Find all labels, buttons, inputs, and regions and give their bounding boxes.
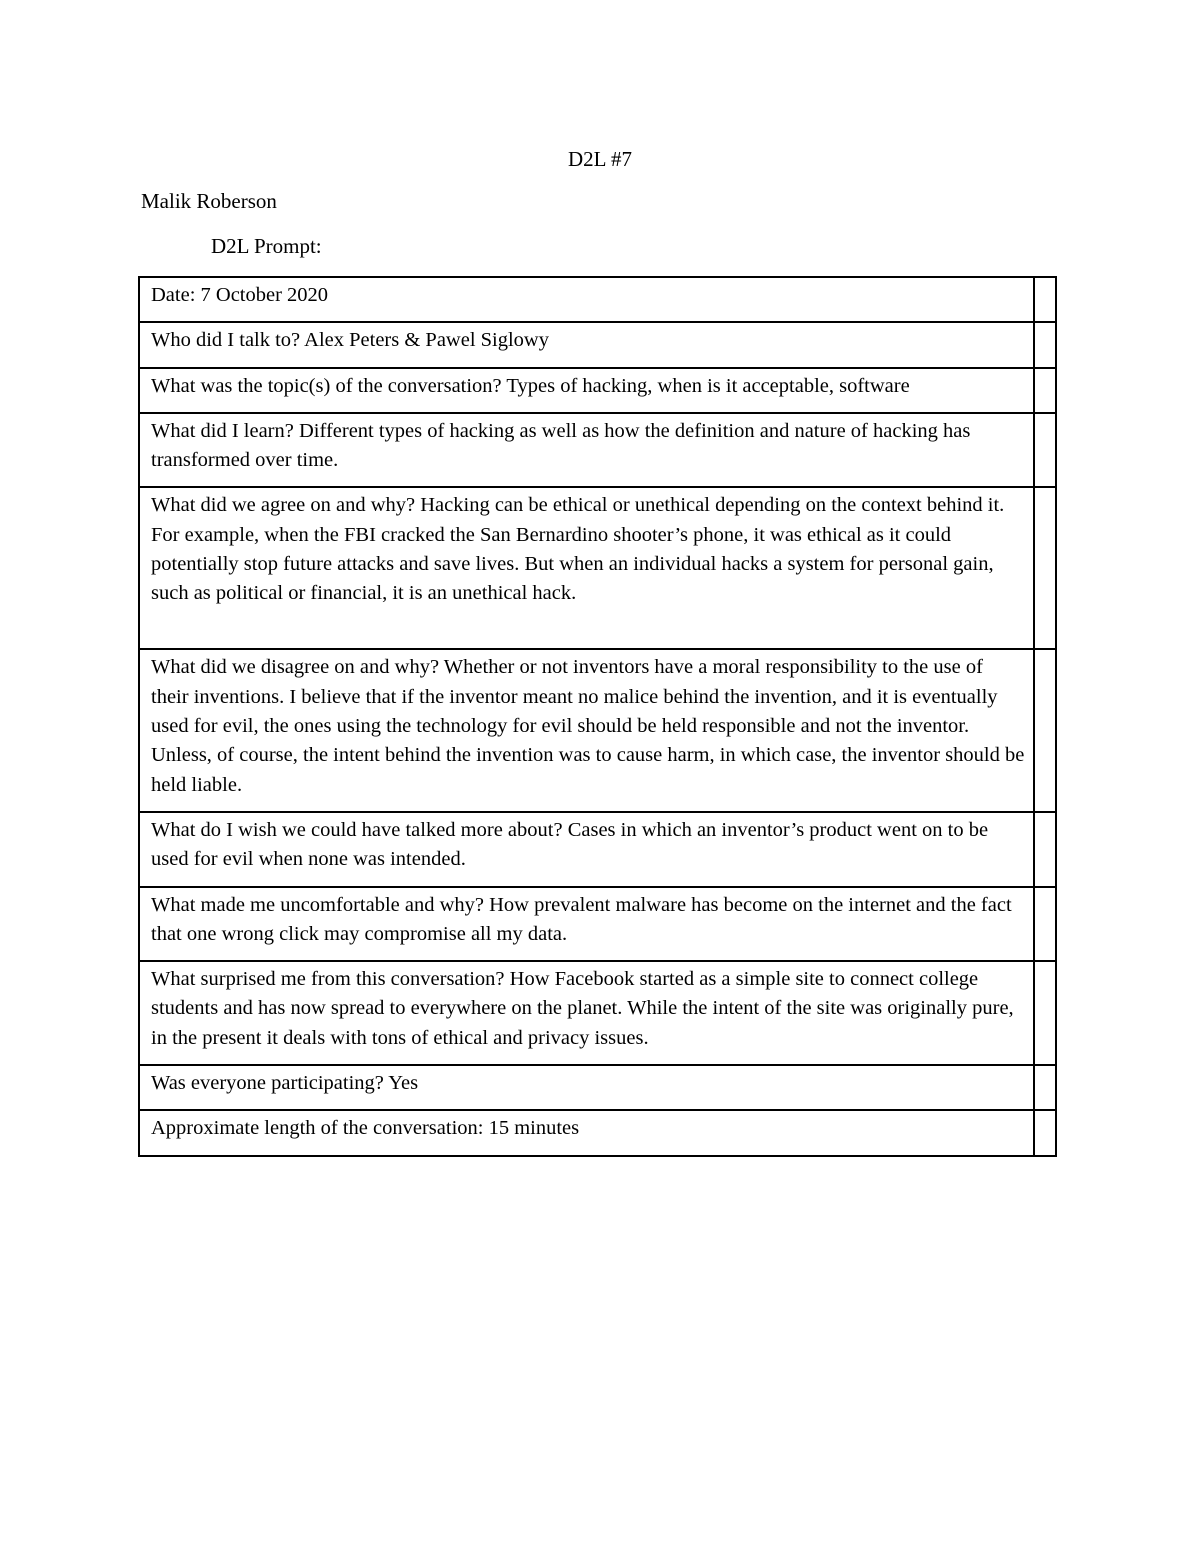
table-side-cell	[1034, 1065, 1056, 1110]
table-side-cell	[1034, 487, 1056, 649]
table-cell-learned: What did I learn? Different types of hacking as well as how the definition and nature of hacking has transformed over time.	[139, 413, 1034, 488]
table-row	[139, 277, 1056, 322]
table-cell-surprised: What surprised me from this conversation? How Facebook started as a simple site to connect college students and has now spread to everywhere on the planet. While the intent of the site was originally pure, in the present it deals with tons of ethical and privacy issues.	[139, 961, 1034, 1065]
table-side-cell	[1034, 368, 1056, 413]
conversation-log-table	[138, 276, 1057, 1157]
table-cell-length: Approximate length of the conversation: 15 minutes	[139, 1110, 1034, 1155]
table-cell-date: Date: 7 October 2020	[139, 277, 1034, 322]
table-side-cell	[1034, 961, 1056, 1065]
table-cell-wish: What do I wish we could have talked more about? Cases in which an inventor’s product went on to be used for evil when none was intended.	[139, 812, 1034, 887]
table-row	[139, 1110, 1056, 1155]
document-title: D2L #7	[568, 147, 632, 171]
table-side-cell	[1034, 277, 1056, 322]
table-cell-uncomfortable: What made me uncomfortable and why? How prevalent malware has become on the internet and the fact that one wrong click may compromise all my data.	[139, 887, 1034, 962]
table-side-cell	[1034, 649, 1056, 811]
table-row	[139, 487, 1056, 649]
prompt-label: D2L Prompt:	[211, 234, 322, 258]
table-cell-disagreed: What did we disagree on and why? Whether or not inventors have a moral responsibility to the use of their inventions. I believe that if the inventor meant no malice behind the invention, and it is eventually used for evil, the ones using the technology for evil should be held responsible and not the inventor. Unless, of course, the intent behind the invention was to cause harm, in which case, the inventor should be held liable.	[139, 649, 1034, 811]
table-row	[139, 1065, 1056, 1110]
table-row	[139, 322, 1056, 367]
table-cell-participation: Was everyone participating? Yes	[139, 1065, 1034, 1110]
table-row	[139, 368, 1056, 413]
table-side-cell	[1034, 812, 1056, 887]
table-cell-participants: Who did I talk to? Alex Peters & Pawel Siglowy	[139, 322, 1034, 367]
table-side-cell	[1034, 413, 1056, 488]
author-name: Malik Roberson	[141, 189, 277, 213]
table-side-cell	[1034, 887, 1056, 962]
table-cell-agreed: What did we agree on and why? Hacking can be ethical or unethical depending on the context behind it. For example, when the FBI cracked the San Bernardino shooter’s phone, it was ethical as it could potentially stop future attacks and save lives. But when an individual hacks a system for personal gain, such as political or financial, it is an unethical hack.	[139, 487, 1034, 649]
table-row	[139, 812, 1056, 887]
table-row	[139, 961, 1056, 1065]
table-side-cell	[1034, 1110, 1056, 1155]
table-side-cell	[1034, 322, 1056, 367]
table-row	[139, 649, 1056, 811]
table-row	[139, 413, 1056, 488]
table-cell-topics: What was the topic(s) of the conversation? Types of hacking, when is it acceptable, software	[139, 368, 1034, 413]
table-row	[139, 887, 1056, 962]
